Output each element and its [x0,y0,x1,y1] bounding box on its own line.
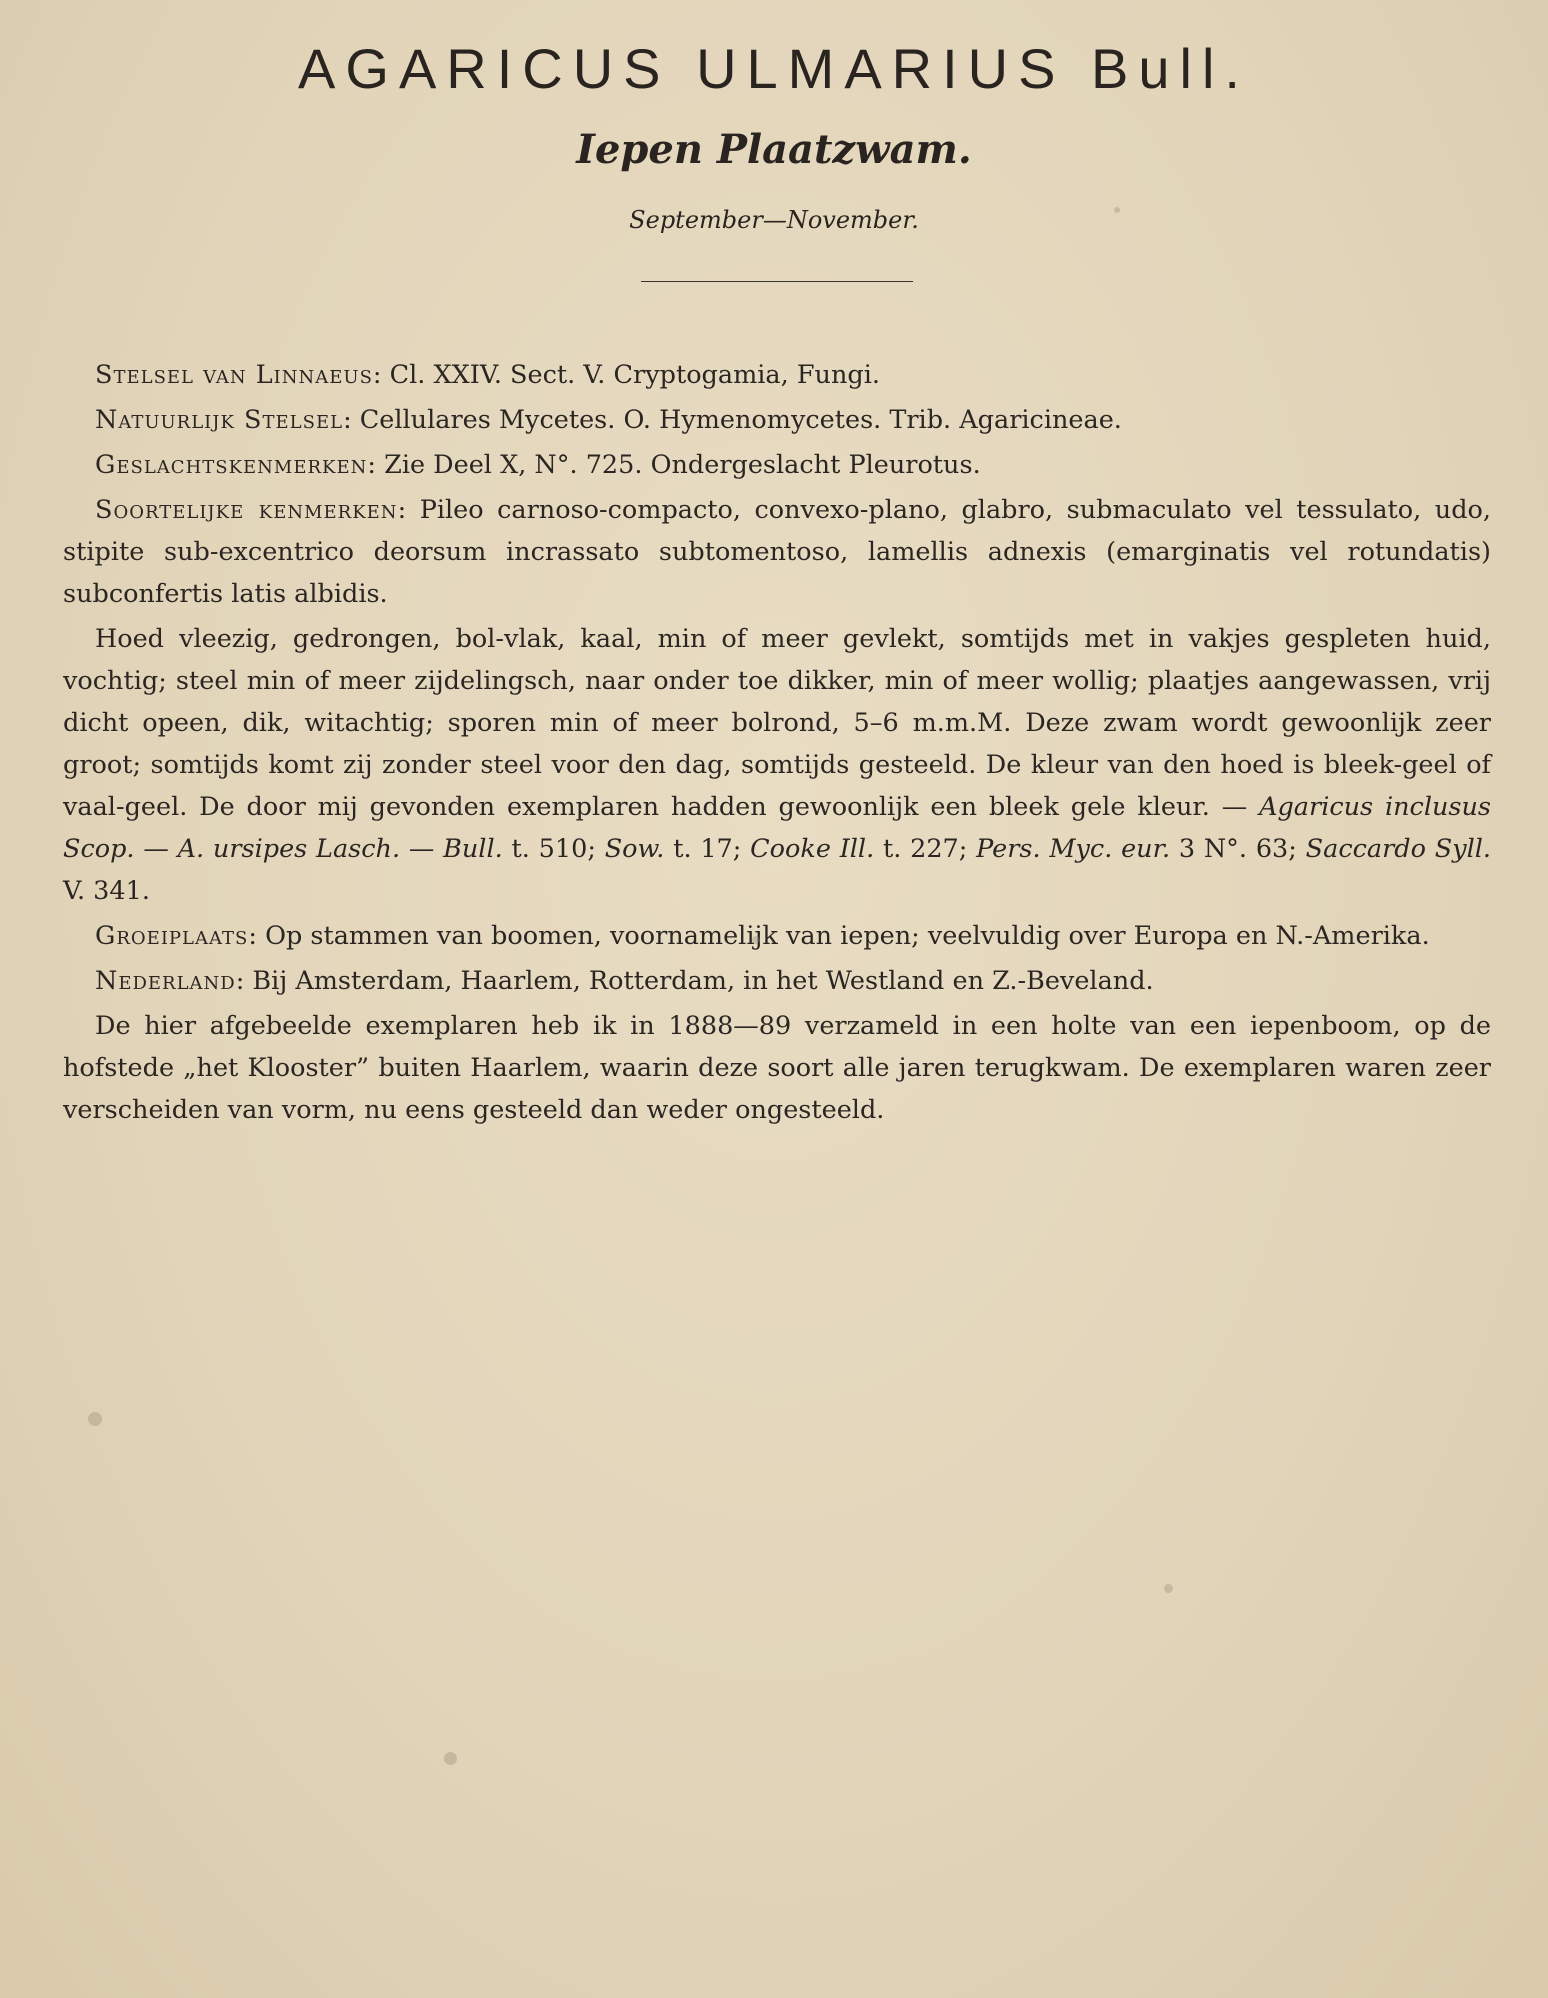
ref-1-name: Agaricus inclusus Scop. [63,792,1492,864]
paper-speck [444,1752,457,1765]
paragraph-netherlands: Nederland: Bij Amsterdam, Haarlem, Rotterdam, in het Westland en Z.-Beveland. [95,966,1154,996]
ref-3-detail: t. 510; [502,834,605,864]
ref-5-name: Cooke Ill. [750,834,875,864]
ref-7-name: Saccardo Syll. [1305,834,1492,864]
page-title: AGARICUS ULMARIUS Bull. [298,37,1250,100]
text-description: Hoed vleezig, gedrongen, bol-vlak, kaal, min of meer gevlekt, somtijds met in vakjes gespleten huid, vochtig; steel min of meer zijdelingsch, naar onder toe dikker, min of meer wollig; plaatjes aangewassen, vrij dicht opeen, dik, witachtig; sporen min of meer bolrond, 5–6 m.m.M. Deze zwam wordt gewoonlijk zeer groot; somtijds komt zij zonder steel voor den dag, somtijds gesteeld. De kleur van den hoed is bleek-geel of vaal-geel. De door mij gevonden exemplaren hadden gewoonlijk een bleek gele kleur. — [63,624,1491,822]
label-genus: Geslachtskenmerken [95,450,368,480]
label-linnaeus: Stelsel van Linnaeus [95,360,373,390]
season: September—November. [629,206,919,234]
ref-4-detail: t. 17; [664,834,751,864]
text-note: De hier afgebeelde exemplaren heb ik in 1888—89 verzameld in een holte van een iepenboom, op de hofstede „het Klooster” buiten Haarlem, waarin deze soort alle jaren terugkwam. De exemplaren waren zeer verscheiden van vorm, nu eens gesteeld dan weder ongesteeld. [63,1011,1491,1125]
ref-4-name: Sow. [604,834,665,864]
paragraph-description [63,618,1491,912]
label-habitat: Groeiplaats [95,921,249,951]
ref-6-detail: 3 N°. 63; [1170,834,1306,864]
text-genus: Zie Deel X, N°. 725. Ondergeslacht Pleurotus. [384,450,981,480]
ref-6-name: Pers. Myc. eur. [976,834,1171,864]
text-natural-system: Cellulares Mycetes. O. Hymenomycetes. Trib. Agaricineae. [359,405,1122,435]
label-netherlands: Nederland [95,966,236,996]
text-habitat: Op stammen van boomen, voornamelijk van iepen; veelvuldig over Europa en N.-Amerika. [265,921,1430,951]
paragraph-genus: Geslachtskenmerken: Zie Deel X, N°. 725. Ondergeslacht Pleurotus. [95,450,981,480]
label-species: Soortelijke kenmerken [95,495,398,525]
paragraph-note [63,1005,1491,1131]
ref-1-detail: — [134,834,178,864]
common-name: Iepen Plaatzwam. [576,126,972,173]
paragraph-species: Soortelijke kenmerken: Pileo carnoso-compacto, convexo-plano, glabro, submaculato vel tessulato, udo, stipite sub-excentrico deorsum incrassato subtomentoso, lamellis adnexis (emarginatis vel rotundatis) subconfertis latis albidis. [63,495,1491,609]
paragraph-habitat: Groeiplaats: Op stammen van boomen, voornamelijk van iepen; veelvuldig over Europa en N.-Amerika. [95,921,1430,951]
ref-3-name: Bull. [443,834,503,864]
paragraph-natural-system: Natuurlijk Stelsel: Cellulares Mycetes. O. Hymenomycetes. Trib. Agaricineae. [95,405,1122,435]
paper-speck [1114,207,1120,213]
divider-rule [641,281,913,282]
text-species: Pileo carnoso-compacto, convexo-plano, glabro, submaculato vel tessulato, udo, stipite sub-excentrico deorsum incrassato subtomentoso, lamellis adnexis (emarginatis vel rotundatis) subconfertis latis albidis. [63,495,1491,609]
text-netherlands: Bij Amsterdam, Haarlem, Rotterdam, in het Westland en Z.-Beveland. [252,966,1154,996]
text-body [63,354,1491,1134]
ref-7-detail: V. 341. [63,876,150,906]
paper-speck [88,1412,102,1426]
text-linnaeus: Cl. XXIV. Sect. V. Cryptogamia, Fungi. [389,360,880,390]
paper-speck [752,936,760,944]
ref-5-detail: t. 227; [874,834,977,864]
paragraph-linnaeus: Stelsel van Linnaeus: Cl. XXIV. Sect. V. Cryptogamia, Fungi. [95,360,880,390]
label-natural-system: Natuurlijk Stelsel [95,405,344,435]
ref-2-name: A. ursipes Lasch. [177,834,401,864]
ref-2-detail: — [400,834,444,864]
paper-speck [1164,1584,1173,1593]
